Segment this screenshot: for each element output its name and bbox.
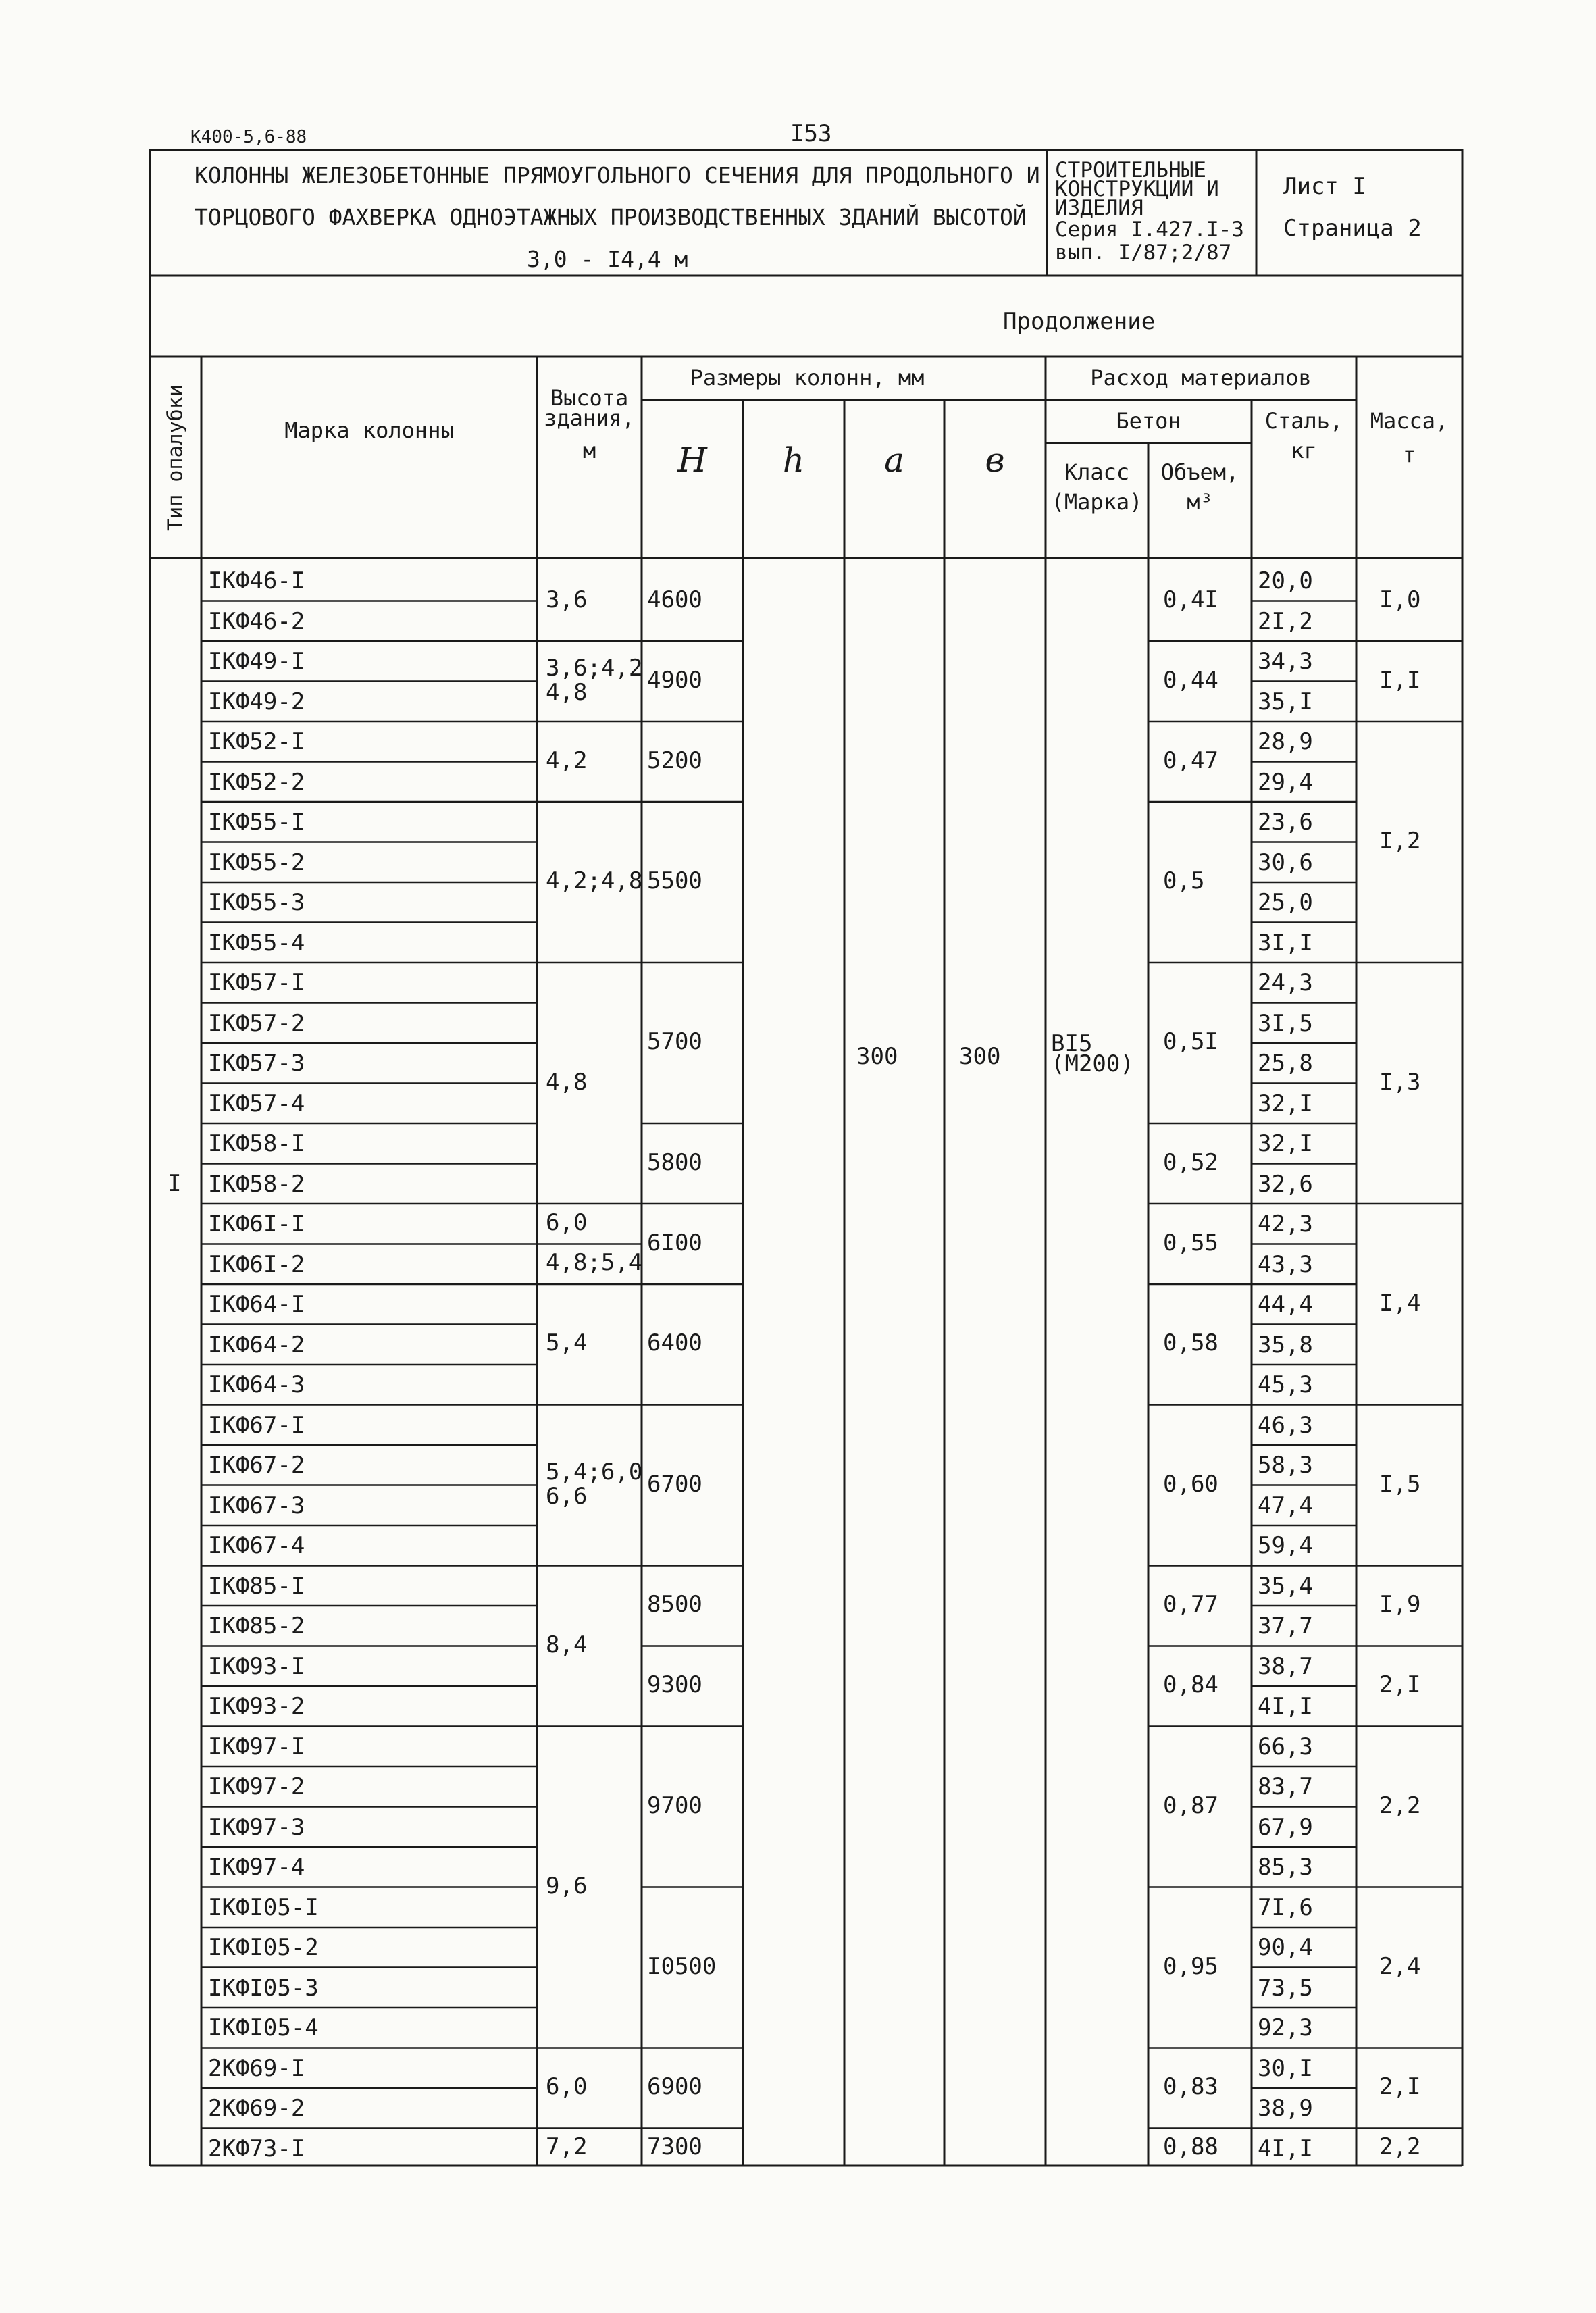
steel-value: 25,0 [1258, 889, 1313, 916]
column-mark: IКФ64-I [208, 1291, 305, 1318]
title-line-3: 3,0 - I4,4 м [527, 246, 688, 272]
steel-value: 42,3 [1258, 1211, 1313, 1238]
sheet-label: Лист I [1283, 173, 1366, 200]
page-label: Страница 2 [1283, 215, 1422, 242]
steel-value: 7I,6 [1258, 1893, 1313, 1921]
page-number: I53 [790, 120, 832, 147]
steel-value: 83,7 [1258, 1773, 1313, 1800]
concrete-volume-value: 0,77 [1163, 1591, 1218, 1618]
series-line-1: СТРОИТЕЛЬНЫЕ [1055, 158, 1206, 182]
concrete-volume-value: 0,52 [1163, 1148, 1218, 1176]
steel-value: 4I,I [1258, 1693, 1313, 1720]
steel-value: 3I,5 [1258, 1009, 1313, 1037]
steel-value: 34,3 [1258, 648, 1313, 675]
steel-value: 35,I [1258, 688, 1313, 715]
mass-value: 2,2 [1379, 2133, 1421, 2161]
column-mark: IКФI05-3 [208, 1974, 319, 2002]
steel-value: 46,3 [1258, 1411, 1313, 1439]
column-mark: IКФ97-I [208, 1733, 305, 1760]
b-value: 300 [959, 1043, 1001, 1070]
H-value: 5500 [647, 867, 702, 894]
steel-value: 32,I [1258, 1090, 1313, 1117]
column-mark: IКФ67-3 [208, 1492, 305, 1519]
column-mark: IКФ57-3 [208, 1050, 305, 1077]
column-mark: IКФ57-4 [208, 1090, 305, 1117]
concrete-volume-value: 0,83 [1163, 2073, 1218, 2100]
steel-value: 24,3 [1258, 969, 1313, 996]
building-height-value: 6,0 [546, 1209, 588, 1236]
steel-value: 4I,I [1258, 2135, 1313, 2162]
steel-value: 30,I [1258, 2054, 1313, 2082]
H-value: 7300 [647, 2133, 702, 2161]
mass-value: 2,4 [1379, 1952, 1421, 1980]
building-height-value: 4,8 [546, 678, 588, 706]
header-steel-2: кг [1291, 438, 1317, 463]
concrete-volume-value: 0,84 [1163, 1671, 1218, 1698]
H-value: 4900 [647, 666, 702, 694]
column-mark: IКФ46-2 [208, 607, 305, 635]
column-mark: IКФ52-I [208, 728, 305, 755]
H-value: 5200 [647, 746, 702, 774]
mass-value: I,I [1379, 666, 1421, 694]
building-height-value: 4,8 [546, 1068, 588, 1096]
concrete-volume-value: 0,55 [1163, 1229, 1218, 1256]
series-line-5: вып. I/87;2/87 [1055, 240, 1232, 265]
concrete-class-value-2: (М200) [1051, 1050, 1134, 1077]
header-h: h [782, 440, 805, 480]
column-mark: IКФ57-I [208, 969, 305, 996]
series-line-2: КОНСТРУКЦИИ И [1055, 177, 1219, 201]
H-value: 6400 [647, 1329, 702, 1357]
H-value: 6900 [647, 2073, 702, 2100]
series-line-4: Серия I.427.I-3 [1055, 218, 1244, 242]
concrete-volume-value: 0,47 [1163, 746, 1218, 774]
formwork-type-value: I [168, 1170, 182, 1197]
concrete-volume-value: 0,60 [1163, 1470, 1218, 1498]
header-height-2: здания, [544, 405, 635, 431]
building-height-value: 7,2 [546, 2133, 588, 2161]
header-volume-1: Объем, [1160, 459, 1239, 485]
steel-value: 32,I [1258, 1130, 1313, 1157]
building-height-value: 3,6;4,2 [546, 654, 643, 682]
mass-value: I,0 [1379, 586, 1421, 613]
mass-value: I,2 [1379, 827, 1421, 855]
steel-value: 67,9 [1258, 1813, 1313, 1841]
column-mark: IКФ67-4 [208, 1532, 305, 1559]
header-materials: Расход материалов [1090, 365, 1312, 390]
mass-value: I,4 [1379, 1289, 1421, 1317]
column-mark: IКФ85-I [208, 1572, 305, 1600]
header-a: a [884, 440, 904, 480]
column-mark: IКФ97-3 [208, 1813, 305, 1841]
column-mark: IКФ55-2 [208, 848, 305, 876]
column-mark: 2КФ73-I [208, 2135, 305, 2162]
title-line-2: ТОРЦОВОГО ФАХВЕРКА ОДНОЭТАЖНЫХ ПРОИЗВОДСТВЕННЫХ ЗДАНИЙ ВЫСОТОЙ [195, 204, 1027, 230]
column-mark: IКФ55-I [208, 809, 305, 836]
H-value: I0500 [647, 1952, 717, 1980]
column-mark: IКФ55-4 [208, 929, 305, 957]
column-mark: IКФ49-I [208, 648, 305, 675]
building-height-value: 9,6 [546, 1872, 588, 1900]
continuation-label: Продолжение [1003, 308, 1156, 335]
concrete-volume-value: 0,95 [1163, 1952, 1218, 1980]
column-mark: IКФ46-I [208, 567, 305, 594]
building-height-value: 6,6 [546, 1482, 588, 1510]
steel-value: 29,4 [1258, 768, 1313, 796]
mass-value: 2,I [1379, 1671, 1421, 1698]
concrete-volume-value: 0,88 [1163, 2133, 1218, 2161]
column-mark: 2КФ69-I [208, 2054, 305, 2082]
H-value: 6I00 [647, 1229, 702, 1256]
a-value: 300 [856, 1043, 898, 1070]
column-mark: IКФ67-2 [208, 1452, 305, 1479]
concrete-class-value-1: BI5 [1051, 1030, 1093, 1057]
document-code: К400-5,6-88 [190, 127, 307, 147]
steel-value: 30,6 [1258, 848, 1313, 876]
column-mark: 2КФ69-2 [208, 2095, 305, 2122]
steel-value: 44,4 [1258, 1291, 1313, 1318]
steel-value: 59,4 [1258, 1532, 1313, 1559]
steel-value: 47,4 [1258, 1492, 1313, 1519]
H-value: 9300 [647, 1671, 702, 1698]
column-mark: IКФI05-4 [208, 2014, 319, 2041]
steel-value: 2I,2 [1258, 607, 1313, 635]
H-value: 5800 [647, 1148, 702, 1176]
steel-value: 92,3 [1258, 2014, 1313, 2041]
header-dimensions: Размеры колонн, мм [690, 365, 925, 390]
column-mark: IКФI05-2 [208, 1934, 319, 1961]
building-height-value: 6,0 [546, 2073, 588, 2100]
column-mark: IКФ6I-2 [208, 1250, 305, 1278]
steel-value: 25,8 [1258, 1050, 1313, 1077]
steel-value: 38,7 [1258, 1652, 1313, 1680]
header-mass-1: Масса, [1370, 408, 1449, 434]
building-height-value: 5,4 [546, 1329, 588, 1357]
column-mark: IКФ58-I [208, 1130, 305, 1157]
column-mark: IКФ55-3 [208, 889, 305, 916]
steel-value: 23,6 [1258, 809, 1313, 836]
column-mark: IКФ85-2 [208, 1612, 305, 1640]
column-mark: IКФ97-2 [208, 1773, 305, 1800]
header-class-1: Класс [1064, 459, 1130, 485]
mass-value: 2,2 [1379, 1791, 1421, 1819]
column-mark: IКФ64-2 [208, 1331, 305, 1358]
steel-value: 85,3 [1258, 1854, 1313, 1881]
series-line-3: ИЗДЕЛИЯ [1055, 196, 1143, 220]
steel-value: 32,6 [1258, 1170, 1313, 1198]
steel-value: 28,9 [1258, 728, 1313, 755]
header-H: Н [677, 440, 707, 480]
column-mark: IКФ64-3 [208, 1371, 305, 1398]
H-value: 6700 [647, 1470, 702, 1498]
H-value: 8500 [647, 1591, 702, 1618]
header-steel-1: Сталь, [1264, 408, 1343, 434]
column-mark: IКФ6I-I [208, 1211, 305, 1238]
column-mark: IКФ93-2 [208, 1693, 305, 1720]
header-class-2: (Марка) [1051, 489, 1143, 515]
building-height-value: 3,6 [546, 586, 588, 613]
column-mark: IКФ49-2 [208, 688, 305, 715]
mass-value: I,3 [1379, 1068, 1421, 1096]
header-formwork-type: Тип опалубки [163, 384, 188, 531]
header-mass-2: т [1402, 442, 1416, 467]
steel-value: 66,3 [1258, 1733, 1313, 1760]
steel-value: 37,7 [1258, 1612, 1313, 1640]
concrete-volume-value: 0,44 [1163, 666, 1218, 694]
steel-value: 38,9 [1258, 2095, 1313, 2122]
mass-value: 2,I [1379, 2073, 1421, 2100]
concrete-volume-value: 0,4I [1163, 586, 1218, 613]
building-height-value: 4,2;4,8 [546, 867, 643, 894]
steel-value: 20,0 [1258, 567, 1313, 594]
concrete-volume-value: 0,58 [1163, 1329, 1218, 1357]
column-mark: IКФ52-2 [208, 768, 305, 796]
steel-value: 45,3 [1258, 1371, 1313, 1398]
building-height-value: 4,8;5,4 [546, 1249, 643, 1277]
building-height-value: 4,2 [546, 746, 588, 774]
header-concrete: Бетон [1116, 408, 1181, 434]
steel-value: 58,3 [1258, 1452, 1313, 1479]
column-mark: IКФ97-4 [208, 1854, 305, 1881]
steel-value: 35,4 [1258, 1572, 1313, 1600]
building-height-value: 5,4;6,0 [546, 1458, 643, 1485]
steel-value: 35,8 [1258, 1331, 1313, 1358]
column-mark: IКФ58-2 [208, 1170, 305, 1198]
column-mark: IКФ57-2 [208, 1009, 305, 1037]
steel-value: 3I,I [1258, 929, 1313, 957]
title-line-1: КОЛОННЫ ЖЕЛЕЗОБЕТОННЫЕ ПРЯМОУГОЛЬНОГО СЕЧЕНИЯ ДЛЯ ПРОДОЛЬНОГО И [195, 162, 1040, 188]
steel-value: 90,4 [1258, 1934, 1313, 1961]
header-b: в [985, 440, 1005, 480]
steel-value: 73,5 [1258, 1974, 1313, 2002]
concrete-volume-value: 0,5 [1163, 867, 1205, 894]
building-height-value: 8,4 [546, 1631, 588, 1658]
header-mark: Марка колонны [284, 417, 454, 443]
mass-value: I,5 [1379, 1470, 1421, 1498]
mass-value: I,9 [1379, 1591, 1421, 1618]
concrete-volume-value: 0,5I [1163, 1028, 1218, 1055]
header-height-1: Высота [550, 385, 629, 411]
H-value: 9700 [647, 1791, 702, 1819]
H-value: 5700 [647, 1028, 702, 1055]
header-height-3: м [582, 438, 596, 463]
header-volume-2: м³ [1187, 489, 1213, 515]
concrete-volume-value: 0,87 [1163, 1791, 1218, 1819]
column-mark: IКФ93-I [208, 1652, 305, 1680]
column-mark: IКФ67-I [208, 1411, 305, 1439]
steel-value: 43,3 [1258, 1250, 1313, 1278]
column-mark: IКФI05-I [208, 1893, 319, 1921]
H-value: 4600 [647, 586, 702, 613]
